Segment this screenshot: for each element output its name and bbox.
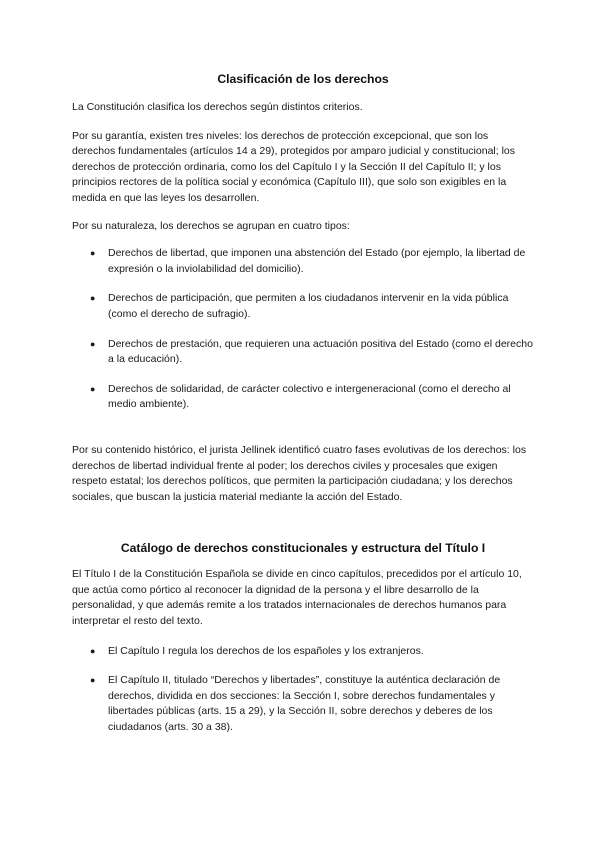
section-title-clasificacion: Clasificación de los derechos — [217, 72, 389, 86]
paragraph-naturaleza-intro: Por su naturaleza, los derechos se agrupan en cuatro tipos: — [72, 219, 350, 232]
bullet-icon: ● — [90, 383, 96, 394]
list-item — [72, 644, 534, 660]
list-item — [72, 673, 534, 735]
list-item-text: El Capítulo II, titulado “Derechos y libertades”, constituye la auténtica declaración de derechos, dividida en dos secciones: la Sección I, sobre derechos fundamentales y libertades públicas (arts. 15 a 29), y la Sección II, sobre derechos y deberes de los ciudadanos (arts. 30 a 38). — [108, 674, 501, 734]
list-item — [72, 291, 534, 322]
bullet-icon: ● — [90, 675, 96, 686]
paragraph-historico: Por su contenido histórico, el jurista Jellinek identificó cuatro fases evolutivas de los derechos: los derechos de libertad individual frente al poder; los derechos civiles y procesales que exigen respeto estatal; los derechos políticos, que permiten la participación ciudadana; y los derechos sociales, que buscan la justicia material mediante la acción del Estado. — [72, 443, 527, 503]
bullet-icon: ● — [90, 293, 96, 304]
list-item — [72, 337, 534, 368]
list-naturaleza — [72, 246, 534, 413]
list-item — [72, 382, 534, 413]
list-item-text: Derechos de solidaridad, de carácter colectivo e intergeneracional (como el derecho al medio ambiente). — [108, 382, 511, 411]
paragraph-garantia: Por su garantía, existen tres niveles: los derechos de protección excepcional, que son los derechos fundamentales (artículos 14 a 29), protegidos por amparo judicial y constitucional; los derechos de protección ordinaria, como los del Capítulo I y la Sección II del Capítulo II; y los principios rectores de la política social y económica (Capítulo III), que solo son exigibles en la medida en que las leyes los desarrollen. — [72, 129, 515, 204]
list-item — [72, 246, 534, 277]
list-item-text: El Capítulo I regula los derechos de los españoles y los extranjeros. — [108, 644, 424, 657]
bullet-icon: ● — [90, 338, 96, 349]
list-capitulos — [72, 644, 534, 736]
section-title-catalogo: Catálogo de derechos constitucionales y estructura del Título I — [120, 541, 486, 556]
paragraph-intro: La Constitución clasifica los derechos según distintos criterios. — [72, 101, 363, 113]
list-item-text: Derechos de libertad, que imponen una abstención del Estado (por ejemplo, la libertad de expresión o la inviolabilidad del domicilio). — [108, 247, 526, 275]
bullet-icon: ● — [90, 645, 96, 656]
bullet-icon: ● — [90, 248, 96, 259]
list-item-text: Derechos de participación, que permiten a los ciudadanos intervenir en la vida pública (como el derecho de sufragio). — [108, 292, 509, 320]
document-content — [72, 68, 534, 750]
paragraph-titulo-i: El Título I de la Constitución Española se divide en cinco capítulos, precedidos por el artículo 10, que actúa como pórtico al reconocer la dignidad de la persona y el libre desarrollo de la personalidad, y que además remite a los tratados internacionales de derechos humanos para interpretar el resto del texto. — [72, 568, 522, 628]
list-item-text: Derechos de prestación, que requieren una actuación positiva del Estado (como el derecho a la educación). — [108, 337, 533, 366]
